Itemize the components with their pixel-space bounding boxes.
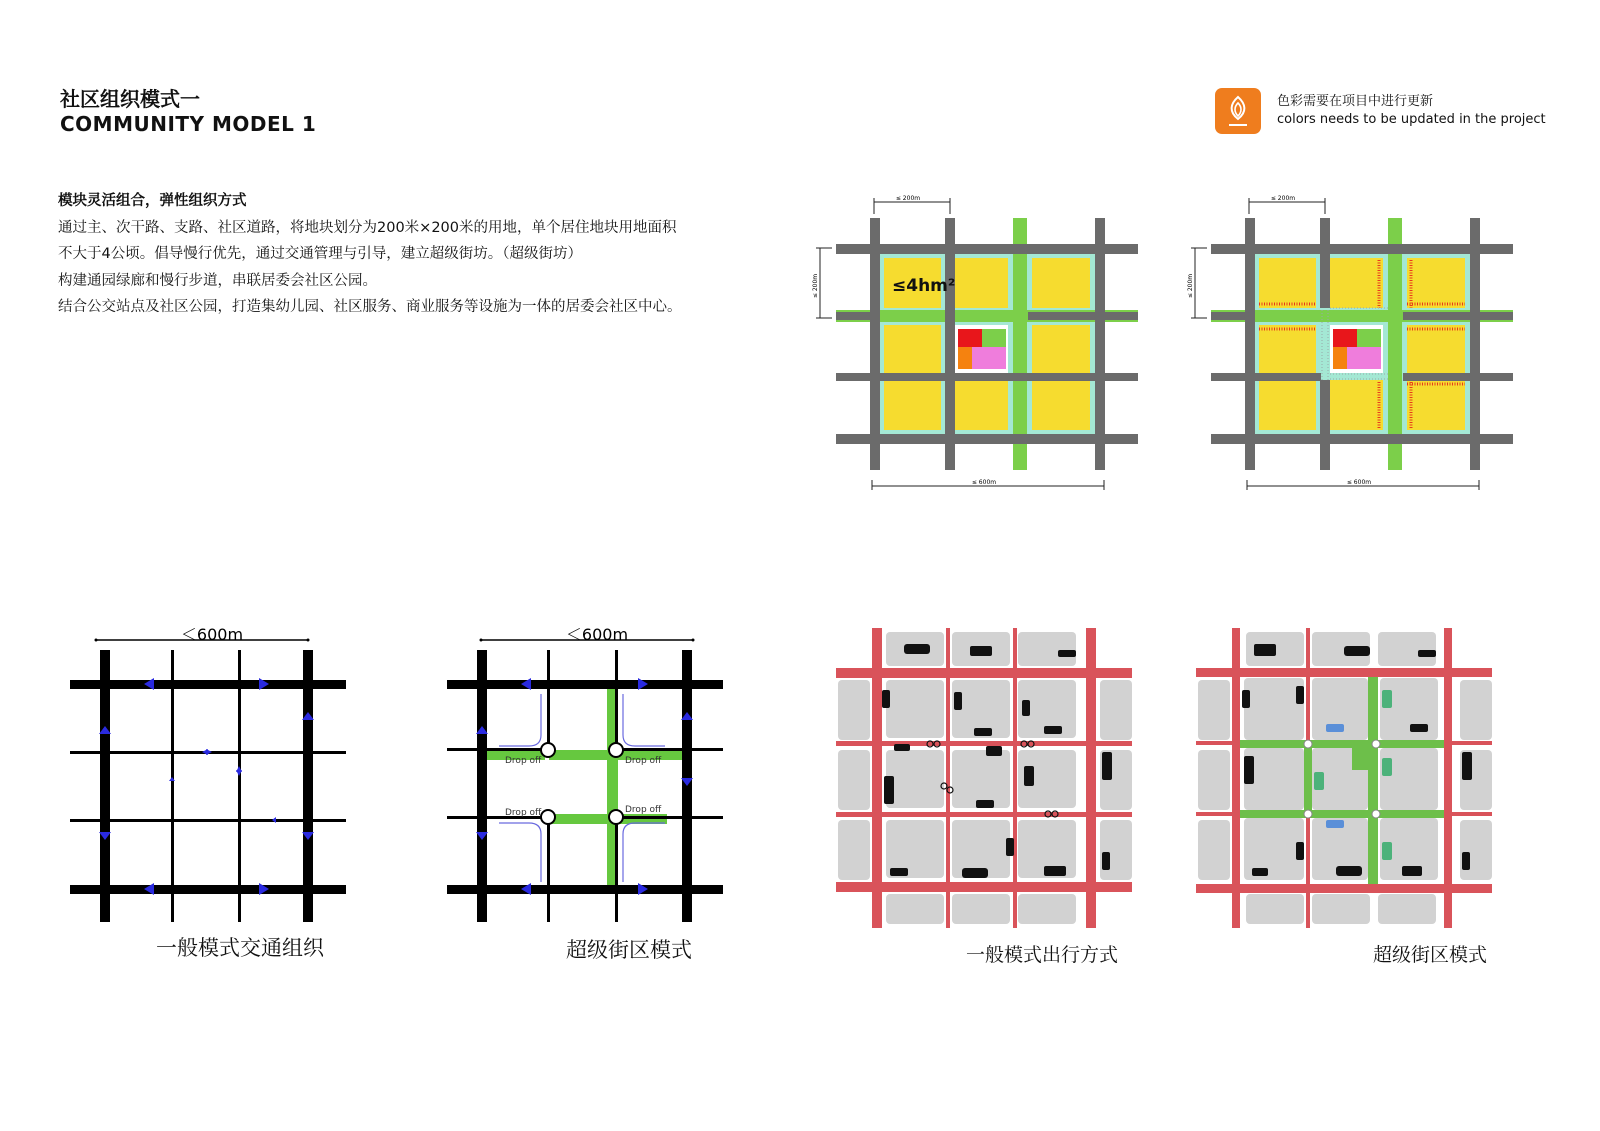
intro-line-2: 不大于4公顷。倡导慢行优先，通过交通管理与引导，建立超级街坊。（超级街坊） — [58, 246, 582, 262]
traffic-diagram-super — [445, 620, 745, 962]
dimension-side — [812, 248, 832, 318]
intro-text — [58, 188, 778, 321]
notice-badge — [1215, 88, 1261, 134]
intro-line-3: 构建通园绿廊和慢行步道，串联居委会社区公园。 — [58, 272, 377, 289]
dimension-top-2 — [1249, 195, 1325, 214]
intro-heading: 模块灵活组合，弹性组织方式 — [58, 193, 247, 209]
dropoff-label-3: Drop off — [505, 808, 542, 818]
travel-diagram-general — [836, 628, 1136, 966]
span-label-2: ＜600m — [565, 625, 629, 644]
intro-line-1: 通过主、次干路、支路、社区道路，将地块划分为200米×200米的用地，单个居住地块用地面积 — [58, 219, 677, 236]
flow-arrows-1 — [99, 678, 314, 895]
caption-travel-super: 超级街区模式 — [1373, 944, 1488, 966]
dimension-bottom — [872, 479, 1104, 490]
caption-traffic-general: 一般模式交通组织 — [156, 936, 324, 960]
plan-diagram-general — [808, 190, 1148, 504]
community-center-2 — [1333, 329, 1381, 369]
flow-arrows-2 — [476, 678, 693, 895]
dim-bottom-label-2: ≤ 600m — [1346, 479, 1372, 486]
dim-bottom-label: ≤ 600m — [971, 479, 997, 486]
span-label-1: ＜600m — [180, 625, 244, 644]
page-title — [60, 86, 316, 136]
dim-top-label-2: ≤ 200m — [1270, 195, 1296, 202]
dimension-top — [874, 195, 950, 214]
notice-text-zh: 色彩需要在项目中进行更新 — [1277, 94, 1434, 109]
green-corridor — [485, 686, 689, 886]
notice-text-en: colors needs to be updated in the project — [1277, 112, 1546, 127]
color-notice — [1215, 88, 1575, 134]
leaf-icon — [1215, 88, 1261, 134]
caption-travel-general: 一般模式出行方式 — [966, 944, 1119, 966]
title-en: COMMUNITY MODEL 1 — [60, 112, 317, 136]
area-label: ≤4hm² — [892, 276, 956, 296]
caption-traffic-super: 超级街区模式 — [566, 938, 692, 962]
road-grid-traffic-1 — [70, 650, 346, 922]
road-grid-traffic-2 — [447, 650, 723, 922]
dim-side-label-2: ≤ 200m — [1187, 273, 1194, 299]
dim-top-label: ≤ 200m — [895, 195, 921, 202]
dropoff-label-2: Drop off — [625, 756, 662, 766]
travel-diagram-super — [1196, 628, 1496, 966]
traffic-diagram-general — [62, 620, 362, 960]
community-center — [958, 329, 1006, 369]
dropoff-labels — [505, 756, 662, 818]
intro-line-4: 结合公交站点及社区公园，打造集幼儿园、社区服务、商业服务等设施为一体的居委会社区中心。 — [58, 299, 682, 315]
turn-paths — [499, 694, 665, 882]
dim-side-label: ≤ 200m — [812, 273, 819, 299]
dropoff-label-4: Drop off — [625, 805, 662, 815]
plan-diagram-super — [1183, 190, 1523, 504]
dimension-side-2 — [1187, 248, 1207, 318]
dimension-bottom-2 — [1247, 479, 1479, 490]
title-zh: 社区组织模式一 — [60, 87, 200, 111]
dropoff-label-1: Drop off — [505, 756, 542, 766]
